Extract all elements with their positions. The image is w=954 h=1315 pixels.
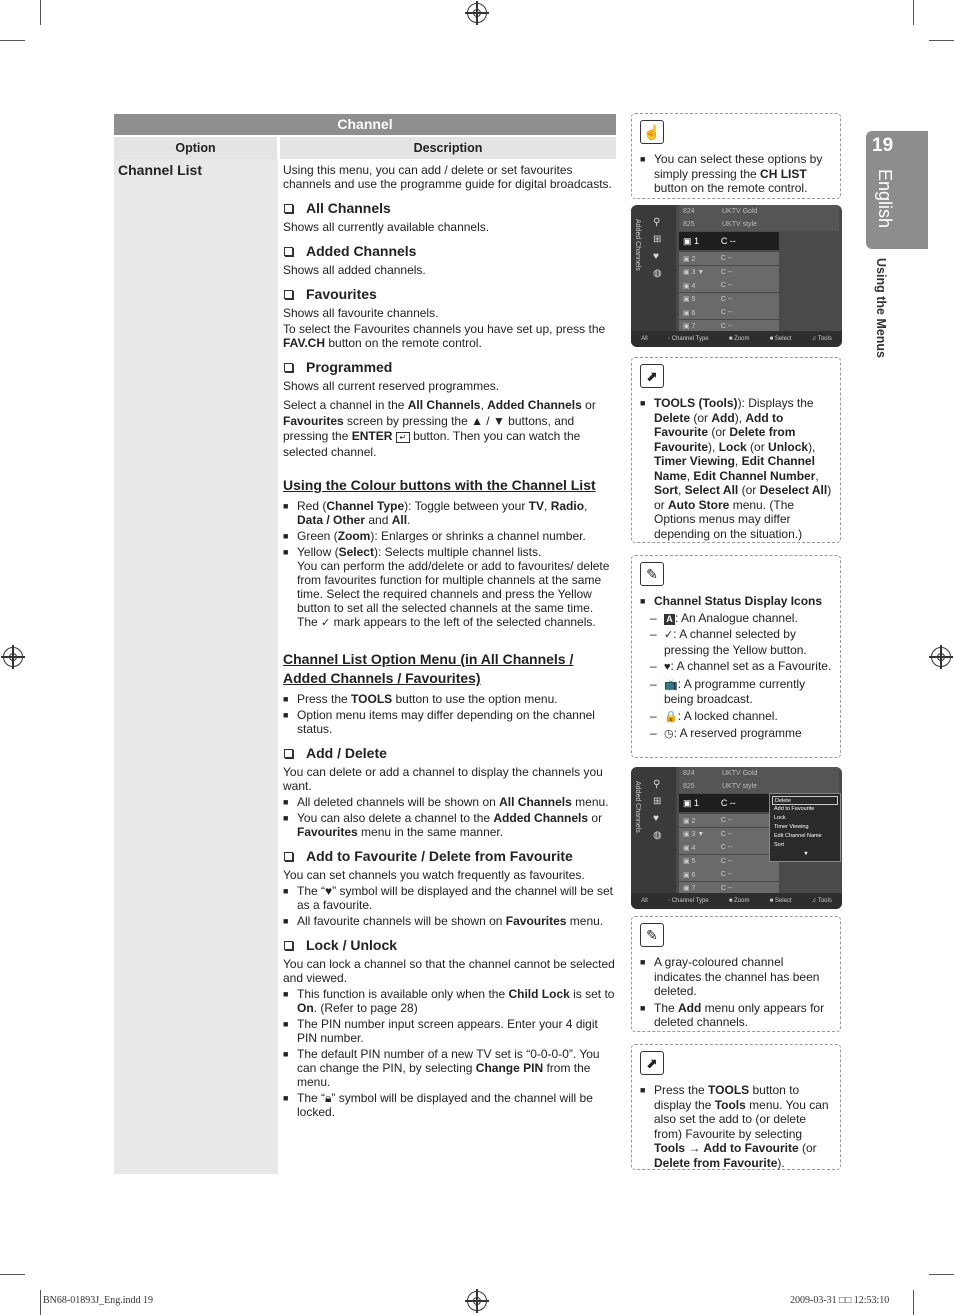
description-cell <box>283 163 616 1121</box>
text-lock: You can lock a channel so that the channel cannot be selected and viewed. <box>283 957 615 985</box>
checkbox-icon <box>284 204 293 213</box>
popup-menu-item[interactable]: Sort <box>774 842 785 848</box>
tools-text: TOOLS (Tools)): Displays the Delete (or Add), Add to Favourite (or Delete from Favourite), Lock (or Unlock), Timer Viewing, Edit Channel Name, Edit Channel Number, Sort, Select All (or Deselect All) or Auto Store menu. (The Options menus may differ depending on the situation.) <box>654 396 832 541</box>
text-added-channels: Shows all added channels. <box>283 263 426 277</box>
heart-icon: ♥ <box>325 884 333 898</box>
status-icon-item: – A : An Analogue channel. <box>650 610 798 625</box>
tv-screen-channel-list <box>631 205 842 347</box>
tv-channel-row[interactable]: ▣ 3 ▼ C -- <box>679 266 779 279</box>
text-add-delete: You can delete or add a channel to display the channels you want. <box>283 765 603 793</box>
status-icon: ◷ <box>664 728 674 740</box>
list-item: ■ The default PIN number of a new TV set is “0-0-0-0”. You can change the PIN, by selecting Change PIN from the menu. <box>283 1047 600 1089</box>
antenna-icon: ⚲ <box>653 779 661 790</box>
tv-channel-row[interactable]: ▣ 5 C -- <box>679 293 779 306</box>
crop-mark <box>0 1274 25 1275</box>
heading-programmed: Programmed <box>283 360 616 374</box>
list-item: ■ You can select these options by simply pressing the CH LIST button on the remote control. <box>640 152 823 195</box>
tv-channel-row[interactable]: ▣ 7 C -- <box>679 320 779 333</box>
tv-channel-row[interactable]: ▣ 5 C -- <box>679 855 779 868</box>
status-icon: 📺 <box>664 678 678 691</box>
hand-pointer-icon: ☝ <box>640 120 664 144</box>
tv-footer-item: All <box>641 336 648 342</box>
col-option-header: Option <box>114 137 277 159</box>
status-icon-item: – 🔒: A locked channel. <box>650 708 778 723</box>
heading-add-delete: Add / Delete <box>283 746 616 760</box>
status-icon: A <box>664 614 675 625</box>
checkbox-icon <box>284 749 293 758</box>
list-item: ■ TOOLS (Tools)): Displays the Delete (or Add), Add to Favourite (or Delete from Favourite), Lock (or Unlock), Timer Viewing, Edit Channel Name, Edit Channel Number, Sort, Select All (or Deselect All) or Auto Store menu. (The Options menus may differ depending on the situation.) <box>640 396 832 541</box>
footer-date: 2009-03-31 □□ 12:53:10 <box>790 1295 890 1306</box>
note-status-icons <box>631 555 841 758</box>
crop-mark <box>40 1290 41 1315</box>
registration-mark-icon <box>467 1291 487 1311</box>
tv-channel-row[interactable]: 825 UKTV style <box>679 218 839 231</box>
list-item: ■ Press the TOOLS button to use the option menu. <box>283 692 558 706</box>
popup-menu-item[interactable]: Edit Channel Name <box>774 833 822 839</box>
list-item: ■ Green (Zoom): Enlarges or shrinks a channel number. <box>283 529 586 543</box>
tools-icon: ⬈ <box>640 1051 664 1075</box>
tv-side-label: Added Channels <box>634 781 641 833</box>
tv-footer-item: ◦ Channel Type <box>667 898 709 904</box>
heading-lock-unlock: Lock / Unlock <box>283 938 616 952</box>
page-tab <box>866 131 928 249</box>
text-all-channels: Shows all currently available channels. <box>283 220 490 234</box>
tv-sidebar <box>631 205 676 331</box>
tv-footer-item: ■ Zoom <box>728 898 750 904</box>
popup-menu-item[interactable]: ▼ <box>803 851 809 857</box>
text-add-favourite: You can set channels you watch frequently as favourites. <box>283 868 585 882</box>
footer-file: BN68-01893J_Eng.indd 19 <box>43 1295 153 1306</box>
tv-channel-row[interactable]: ▣ 2 C -- <box>679 814 779 827</box>
note-tools-favourite <box>631 1044 841 1170</box>
heading-option-menu: Channel List Option Menu (in All Channels / Added Channels / Favourites) <box>283 651 574 686</box>
checkbox-icon <box>284 363 293 372</box>
language-label: English <box>875 169 895 229</box>
intro-text: Using this menu, you can add / delete or set favourites channels and use the programme guide for digital broadcasts. <box>283 163 612 191</box>
registration-mark-icon <box>931 647 951 667</box>
table-title: Channel <box>114 114 616 135</box>
option-name: Channel List <box>118 162 203 178</box>
tv-channel-row[interactable]: ▣ 6 C -- <box>679 868 779 881</box>
tv-footer-item: ■ Select <box>769 898 792 904</box>
enter-icon: ↵ <box>396 432 410 443</box>
tv-channel-list[interactable] <box>679 205 839 331</box>
tv-channel-row[interactable]: ▣ 2 C -- <box>679 252 779 265</box>
heading-add-favourite: Add to Favourite / Delete from Favourite <box>283 849 616 863</box>
status-icon-item: – ✓: A channel selected by pressing the Yellow button. <box>650 627 807 657</box>
status-icon-item: – ◷: A reserved programme <box>650 726 802 740</box>
popup-menu-item[interactable]: Lock <box>774 815 786 821</box>
list-item: ■ All favourite channels will be shown on Favourites menu. <box>283 914 604 928</box>
text-programmed-2: Select a channel in the All Channels, Added Channels or Favourites screen by pressing the ▲ / ▼ buttons, and pressing the ENTER ↵ button. Then you can watch the selected channel. <box>283 398 596 459</box>
heading-all-channels: All Channels <box>283 201 616 215</box>
list-item: ■ You can also delete a channel to the Added Channels or Favourites menu in the same manner. <box>283 811 603 839</box>
tv-channel-row[interactable]: ▣ 4 C -- <box>679 841 779 854</box>
popup-menu-item[interactable]: Timer Viewing <box>774 824 809 830</box>
tv-footer <box>631 893 842 909</box>
note-ch-list <box>631 113 841 199</box>
tv-footer-item: ■ Zoom <box>728 336 750 342</box>
tv-channel-row[interactable]: ▣ 7 C -- <box>679 882 779 895</box>
table-body <box>114 159 616 1174</box>
tv-sidebar <box>631 767 676 893</box>
tv-footer-item: ■ Select <box>769 336 792 342</box>
section-label: Using the Menus <box>874 258 888 359</box>
status-icon: ♥ <box>664 661 671 673</box>
tools-popup-menu[interactable] <box>769 793 841 862</box>
note-tools <box>631 357 841 543</box>
text-programmed: Shows all current reserved programmes. <box>283 379 500 393</box>
tv-channel-row-selected[interactable]: ▣ 1 C -- <box>679 232 779 250</box>
crop-mark <box>913 1290 914 1315</box>
registration-mark-icon <box>3 647 23 667</box>
status-icon: 🔒 <box>664 710 678 723</box>
list-item: ■ All deleted channels will be shown on All Channels menu. <box>283 795 609 809</box>
antenna-icon: ⚲ <box>653 217 661 228</box>
status-icon-item: – 📺: A programme currently being broadcast. <box>650 676 806 706</box>
list-item: ■ Option menu items may differ depending on the channel status. <box>283 708 595 736</box>
tv-channel-row[interactable]: ▣ 4 C -- <box>679 279 779 292</box>
tv-channel-row[interactable]: 824 UKTV Gold <box>679 767 839 780</box>
checkbox-icon <box>284 852 293 861</box>
added-channels-icon: ⊞ <box>653 796 662 807</box>
globe-icon: ◍ <box>653 830 662 841</box>
tools-icon: ⬈ <box>640 364 664 388</box>
col-description-header: Description <box>280 137 616 159</box>
crop-mark <box>929 1274 954 1275</box>
list-item: ■ Channel Status Display Icons <box>640 594 823 608</box>
tv-channel-row-selected[interactable]: ▣ 1 C -- <box>679 794 779 812</box>
tv-footer-item: ♫ Tools <box>811 336 832 342</box>
crop-mark <box>40 0 41 25</box>
list-item: ■ This function is available only when the Child Lock is set to On. (Refer to page 28) <box>283 987 615 1015</box>
checkbox-icon <box>284 290 293 299</box>
page-number: 19 <box>872 135 894 156</box>
tv-footer <box>631 331 842 347</box>
heading-colour-buttons: Using the Colour buttons with the Channel List <box>283 477 596 493</box>
tv-footer-item: ♫ Tools <box>811 898 832 904</box>
list-item: ■ Red (Channel Type): Toggle between your TV, Radio, Data / Other and All. <box>283 499 588 527</box>
tv-footer-item: All <box>641 898 648 904</box>
list-item: ■ A gray-coloured channel indicates the channel has been deleted. <box>640 955 820 998</box>
tv-channel-row[interactable]: 825 UKTV style <box>679 780 839 793</box>
heart-icon: ♥ <box>653 813 659 824</box>
list-item: ■ Press the TOOLS button to display the Tools menu. You can also set the add to (or delete from) Favourite by selecting Tools → Add to Favourite (or Delete from Favourite). <box>640 1083 829 1170</box>
crop-mark <box>913 0 914 25</box>
list-item: ■ The Add menu only appears for deleted channels. <box>640 1000 825 1029</box>
crop-mark <box>929 40 954 41</box>
heart-icon: ♥ <box>653 251 659 262</box>
tv-channel-row[interactable]: 824 UKTV Gold <box>679 205 839 218</box>
note-gray-channel <box>631 916 841 1032</box>
text-favourites: Shows all favourite channels. <box>283 306 439 320</box>
list-item: ■ The “🔒︎” symbol will be displayed and the channel will be locked. <box>283 1091 593 1119</box>
list-item: ■ Yellow (Select): Selects multiple channel lists. You can perform the add/delete or add to favourites/ delete from favourites function for multiple channels at the same time. Select the required channels and press the Yellow button to set all the selected channels at the same time. The ✓ mark appears to the left of the selected channels. <box>283 545 610 629</box>
globe-icon: ◍ <box>653 268 662 279</box>
table-header <box>114 137 616 159</box>
heading-favourites: Favourites <box>283 287 616 301</box>
option-cell <box>114 159 278 1174</box>
status-icon-item: – ♥: A channel set as a Favourite. <box>650 659 832 673</box>
text-favourites-2: To select the Favourites channels you have set up, press the FAV.CH button on the remote control. <box>283 322 606 350</box>
channel-table <box>114 114 616 1174</box>
tv-side-label: Added Channels <box>634 219 641 271</box>
status-icon: ✓ <box>664 629 674 641</box>
checkbox-icon <box>284 941 293 950</box>
memo-icon: ✎ <box>640 562 664 586</box>
tv-channel-row[interactable]: ▣ 6 C -- <box>679 306 779 319</box>
check-icon: ✓ <box>321 617 331 629</box>
list-item: ■ The PIN number input screen appears. Enter your 4 digit PIN number. <box>283 1017 598 1045</box>
checkbox-icon <box>284 247 293 256</box>
list-item: ■ The “♥” symbol will be displayed and the channel will be set as a favourite. <box>283 884 613 912</box>
heading-added-channels: Added Channels <box>283 244 616 258</box>
registration-mark-icon <box>467 3 487 23</box>
added-channels-icon: ⊞ <box>653 234 662 245</box>
popup-menu-item[interactable]: Delete <box>772 796 838 805</box>
memo-icon: ✎ <box>640 923 664 947</box>
tv-footer-item: ◦ Channel Type <box>667 336 709 342</box>
status-icon-list <box>640 611 832 742</box>
popup-menu-item[interactable]: Add to Favourite <box>774 806 815 812</box>
crop-mark <box>0 40 25 41</box>
lock-icon: 🔒︎ <box>325 1091 332 1105</box>
tv-channel-row[interactable]: ▣ 3 ▼ C -- <box>679 828 779 841</box>
tv-screen-options-menu <box>631 767 842 909</box>
